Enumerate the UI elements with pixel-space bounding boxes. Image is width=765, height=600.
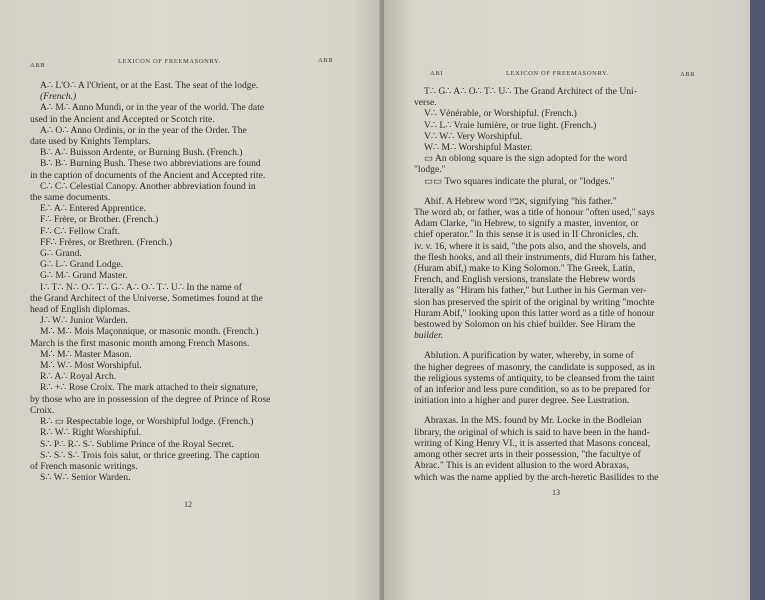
- text-line: R∴ ▭ Respectable loge, or Worshipful lodge. (French.): [40, 416, 254, 428]
- text-line: A∴ M∴ Anno Mundi, or in the year of the world. The date: [40, 102, 265, 114]
- entry-ablution-line: Ablution. A purification by water, whereby, in some of: [424, 350, 634, 362]
- text-line: the same documents.: [30, 192, 111, 204]
- text-line: I∴ T∴ N∴ O∴ T∴ G∴ A∴ O∴ T∴ U∴ In the name of: [40, 281, 242, 293]
- text-line: C∴ C∴ Celestial Canopy. Another abbreviation found in: [40, 180, 256, 192]
- text-line: verse.: [414, 97, 437, 109]
- left-page: [0, 0, 382, 600]
- text-line: B∴ B∴ Burning Bush. These two abbreviations are found: [40, 158, 261, 170]
- text-line: S∴ S∴ S∴ Trois fois salut, or thrice greeting. The caption: [40, 449, 260, 461]
- left-header-left: ABB: [30, 62, 46, 69]
- text-line: V∴ L∴ Vraie lumière, or true light. (French.): [424, 119, 597, 131]
- text-line: (Huram abif,) make to King Solomon." The Greek, Latin,: [414, 263, 636, 275]
- text-line: A∴ L'O∴ A l'Orient, or at the East. The seat of the lodge.: [40, 80, 259, 91]
- text-line: French, and English versions, translate the Hebrew words: [414, 274, 636, 286]
- text-line: R∴ +∴ Rose Croix. The mark attached to their signature,: [40, 382, 259, 394]
- left-header-center: LEXICON OF FREEMASONRY.: [118, 58, 221, 65]
- text-line: used in the Ancient and Accepted or Scotch rite.: [30, 113, 215, 125]
- text-line: date used by Knights Templars.: [30, 136, 151, 148]
- text-line: ▭▭ Two squares indicate the plural, or "lodges.": [424, 175, 615, 187]
- text-line: chief operator." In this sense it is used in II Chronicles, ch.: [414, 229, 639, 241]
- text-line: initiation into a higher and purer degree. See Lustration.: [414, 395, 630, 407]
- text-line: among other secret arts in their possession, "the facultye of: [414, 449, 641, 461]
- text-line: the religious systems of antiquity, to be cleansed from the taint: [414, 372, 655, 384]
- left-header-right: ABB: [318, 57, 334, 64]
- text-line: of an inferior and less pure condition, so as to be prepared for: [414, 384, 651, 396]
- text-line: writing of King Henry VI., it is asserted that Masons conceal,: [414, 437, 651, 449]
- right-header-left: ABI: [430, 70, 443, 77]
- text-line: bestowed by Solomon on his chief builder. See Hiram the: [414, 319, 636, 331]
- text-line: S∴ W∴ Senior Warden.: [40, 472, 131, 484]
- text-line: F∴ C∴ Fellow Craft.: [40, 225, 120, 237]
- right-page-number: 13: [552, 488, 560, 497]
- text-line: "lodge.": [414, 164, 446, 176]
- text-line: G∴ Grand.: [40, 248, 82, 260]
- right-body: [414, 86, 714, 483]
- right-header-right: ABR: [680, 71, 696, 78]
- text-line: which was the name applied by the arch-heretic Basilides to the: [414, 471, 659, 483]
- text-line: B∴ A∴ Buisson Ardente, or Burning Bush. (French.): [40, 147, 243, 159]
- text-line: of French masonic writings.: [30, 460, 138, 472]
- entry-abif-line: Abif. A Hebrew word אביו, signifying "his father.": [424, 195, 617, 207]
- right-page: [384, 0, 750, 600]
- left-body: [30, 80, 335, 483]
- text-line: in the caption of documents of the Ancient and Accepted rite.: [30, 169, 266, 181]
- text-line: M∴ M∴ Master Mason.: [40, 348, 132, 360]
- left-page-number: 12: [184, 500, 192, 509]
- text-line: the flesh hooks, and all their instruments, did Huram his father,: [414, 251, 657, 263]
- text-line: M∴ M∴ Mois Maçonnique, or masonic month. (French.): [40, 326, 259, 338]
- text-line: E∴ A∴ Entered Apprentice.: [40, 203, 146, 215]
- text-line: The word ab, or father, was a title of honour "often used," says: [414, 207, 655, 219]
- text-line: Croix.: [30, 404, 55, 416]
- text-line: V∴ Vénérable, or Worshipful. (French.): [424, 108, 577, 120]
- text-line: Abrac." This is an evident allusion to the word Abraxas,: [414, 460, 630, 472]
- text-line: the higher degrees of masonry, the candidate is supposed, as in: [414, 361, 655, 373]
- text-line: T∴ G∴ A∴ O∴ T∴ U∴ The Grand Architect of the Uni-: [424, 86, 637, 97]
- text-line: R∴ W∴ Right Worshipful.: [40, 427, 142, 439]
- text-line: W∴ M∴ Worshipful Master.: [424, 142, 533, 154]
- text-line: head of English diplomas.: [30, 304, 131, 316]
- text-line: A∴ O∴ Anno Ordinis, or in the year of the Order. The: [40, 124, 247, 136]
- text-line: F∴ Frère, or Brother. (French.): [40, 214, 159, 226]
- text-line: Adam Clarke, "in Hebrew, to signify a master, inventor, or: [414, 218, 639, 230]
- text-line: FF∴ Frères, or Brethren. (French.): [40, 236, 173, 248]
- text-line: sion has preserved the spirit of the original by writing "mochte: [414, 296, 655, 308]
- text-line: by those who are in possession of the degree of Prince of Rose: [30, 393, 271, 405]
- text-line: library, the original of which is said to have been in the hand-: [414, 426, 650, 438]
- text-line: M∴ W∴ Most Worshipful.: [40, 360, 142, 372]
- right-header-center: LEXICON OF FREEMASONRY.: [506, 70, 609, 77]
- text-line: builder.: [414, 330, 444, 342]
- text-line: Huram Abif," looking upon this latter word as a title of honour: [414, 307, 655, 319]
- text-line: March is the first masonic month among French Masons.: [30, 337, 250, 349]
- text-line: literally as "Hiram his father," but Luther in his German ver-: [414, 285, 647, 297]
- text-line: G∴ M∴ Grand Master.: [40, 270, 128, 282]
- text-line: (French.): [40, 91, 77, 103]
- text-line: G∴ L∴ Grand Lodge.: [40, 259, 124, 271]
- text-line: the Grand Architect of the Universe. Sometimes found at the: [30, 292, 263, 304]
- text-line: R∴ A∴ Royal Arch.: [40, 371, 117, 383]
- text-line: J∴ W∴ Junior Warden.: [40, 315, 128, 327]
- text-line: V∴ W∴ Very Worshipful.: [424, 130, 523, 142]
- text-line: S∴ P∴ R∴ S∴ Sublime Prince of the Royal Secret.: [40, 438, 234, 450]
- text-line: ▭ An oblong square is the sign adopted for the word: [424, 153, 628, 165]
- text-line: iv. v. 16, where it is said, "the pots also, and the shovels, and: [414, 240, 647, 252]
- entry-abraxas-line: Abraxas. In the MS. found by Mr. Locke in the Bodleian: [424, 415, 642, 427]
